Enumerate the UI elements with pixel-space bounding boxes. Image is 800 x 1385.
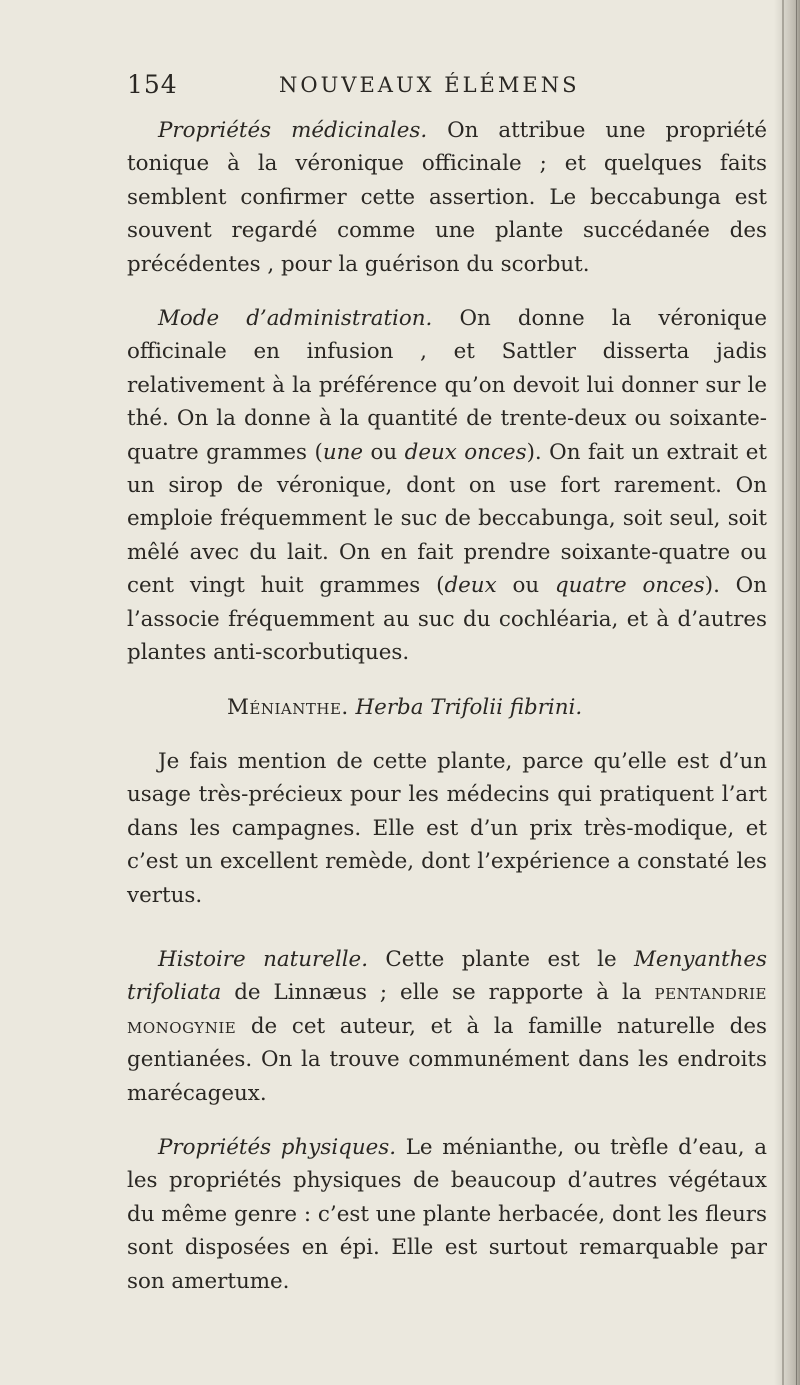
paragraph-text: ). On l’associe fréquemment au suc du cochléaria, et à d’autres plantes anti-scorbutiques. xyxy=(127,573,767,666)
paragraph-mode-administration xyxy=(127,302,767,669)
paragraph-text: de Linnæus ; elle se rapporte à la xyxy=(221,980,655,1006)
paragraph-text: de cet auteur, et à la famille naturelle des gentianées. On la trouve communément dans les endroits marécageux. xyxy=(127,1013,767,1106)
italic-term: deux onces xyxy=(404,439,527,465)
italic-term: deux xyxy=(444,573,497,599)
small-caps-term: pentandrie monogynie xyxy=(127,980,767,1039)
paragraph-proprietes-medicinales xyxy=(127,114,767,281)
paragraph-histoire-naturelle xyxy=(127,943,767,1110)
page-number: 154 xyxy=(127,70,178,99)
book-page-edge xyxy=(774,0,800,1385)
paragraph-text: Cette plante est le xyxy=(368,946,635,972)
paragraph-text: ). On fait un extrait et un sirop de véronique, dont on use fort rarement. On emploie fréquemment le suc de beccabunga, soit seul, soit mêlé avec du lait. On en fait prendre soixante-quatre ou cent vingt huit grammes ( xyxy=(127,439,767,599)
italic-term: quatre onces xyxy=(554,573,705,599)
paragraph-label: Propriétés médicinales. xyxy=(158,118,428,143)
paragraph-text: ou xyxy=(496,573,555,599)
paragraph-label: Histoire naturelle. xyxy=(158,946,369,972)
italic-term: Menyanthes trifoliata xyxy=(127,946,767,1006)
paragraph-text: On donne la véronique officinale en infusion , et Sattler disserta jadis relativement à la préférence qu’on devoit lui donner sur le thé. On la donne à la quantité de trente-deux ou soixante-quatre grammes ( xyxy=(127,306,768,465)
page-body xyxy=(127,114,767,1298)
section-heading-menianthe xyxy=(127,691,767,724)
paragraph-text: Le ménianthe, ou trèfle d’eau, a les propriétés physiques de beaucoup d’autres végétaux du même genre : c’est une plante herbacée, dont les fleurs sont disposées en épi. Elle est surtout remarquable par son amertume. xyxy=(127,1134,767,1294)
paragraph-text: Je fais mention de cette plante, parce qu’elle est d’un usage très-précieux pour les médecins qui pratiquent l’art dans les campagnes. Elle est d’un prix très-modique, et c’est un excellent remède, dont l’expérience a constaté les vertus. xyxy=(127,748,767,908)
paragraph-proprietes-physiques xyxy=(127,1131,767,1298)
paragraph-text: On attribue une propriété tonique à la véronique officinale ; et quelques faits semblent confirmer cette assertion. Le beccabunga est souvent regardé comme une plante succédanée des précédentes , pour la guérison du scorbut. xyxy=(127,118,767,277)
section-heading-latin: Herba Trifolii fibrini. xyxy=(348,694,583,720)
section-heading-name: Ménianthe. xyxy=(227,694,349,720)
running-header xyxy=(127,64,787,104)
paragraph-text: ou xyxy=(363,439,405,465)
italic-term: une xyxy=(322,439,364,465)
paragraph-label: Mode d’administration. xyxy=(158,306,433,332)
running-title: NOUVEAUX ÉLÉMENS xyxy=(279,73,580,97)
paragraph-label: Propriétés physiques. xyxy=(158,1134,397,1160)
paragraph-menianthe-intro xyxy=(127,745,767,912)
